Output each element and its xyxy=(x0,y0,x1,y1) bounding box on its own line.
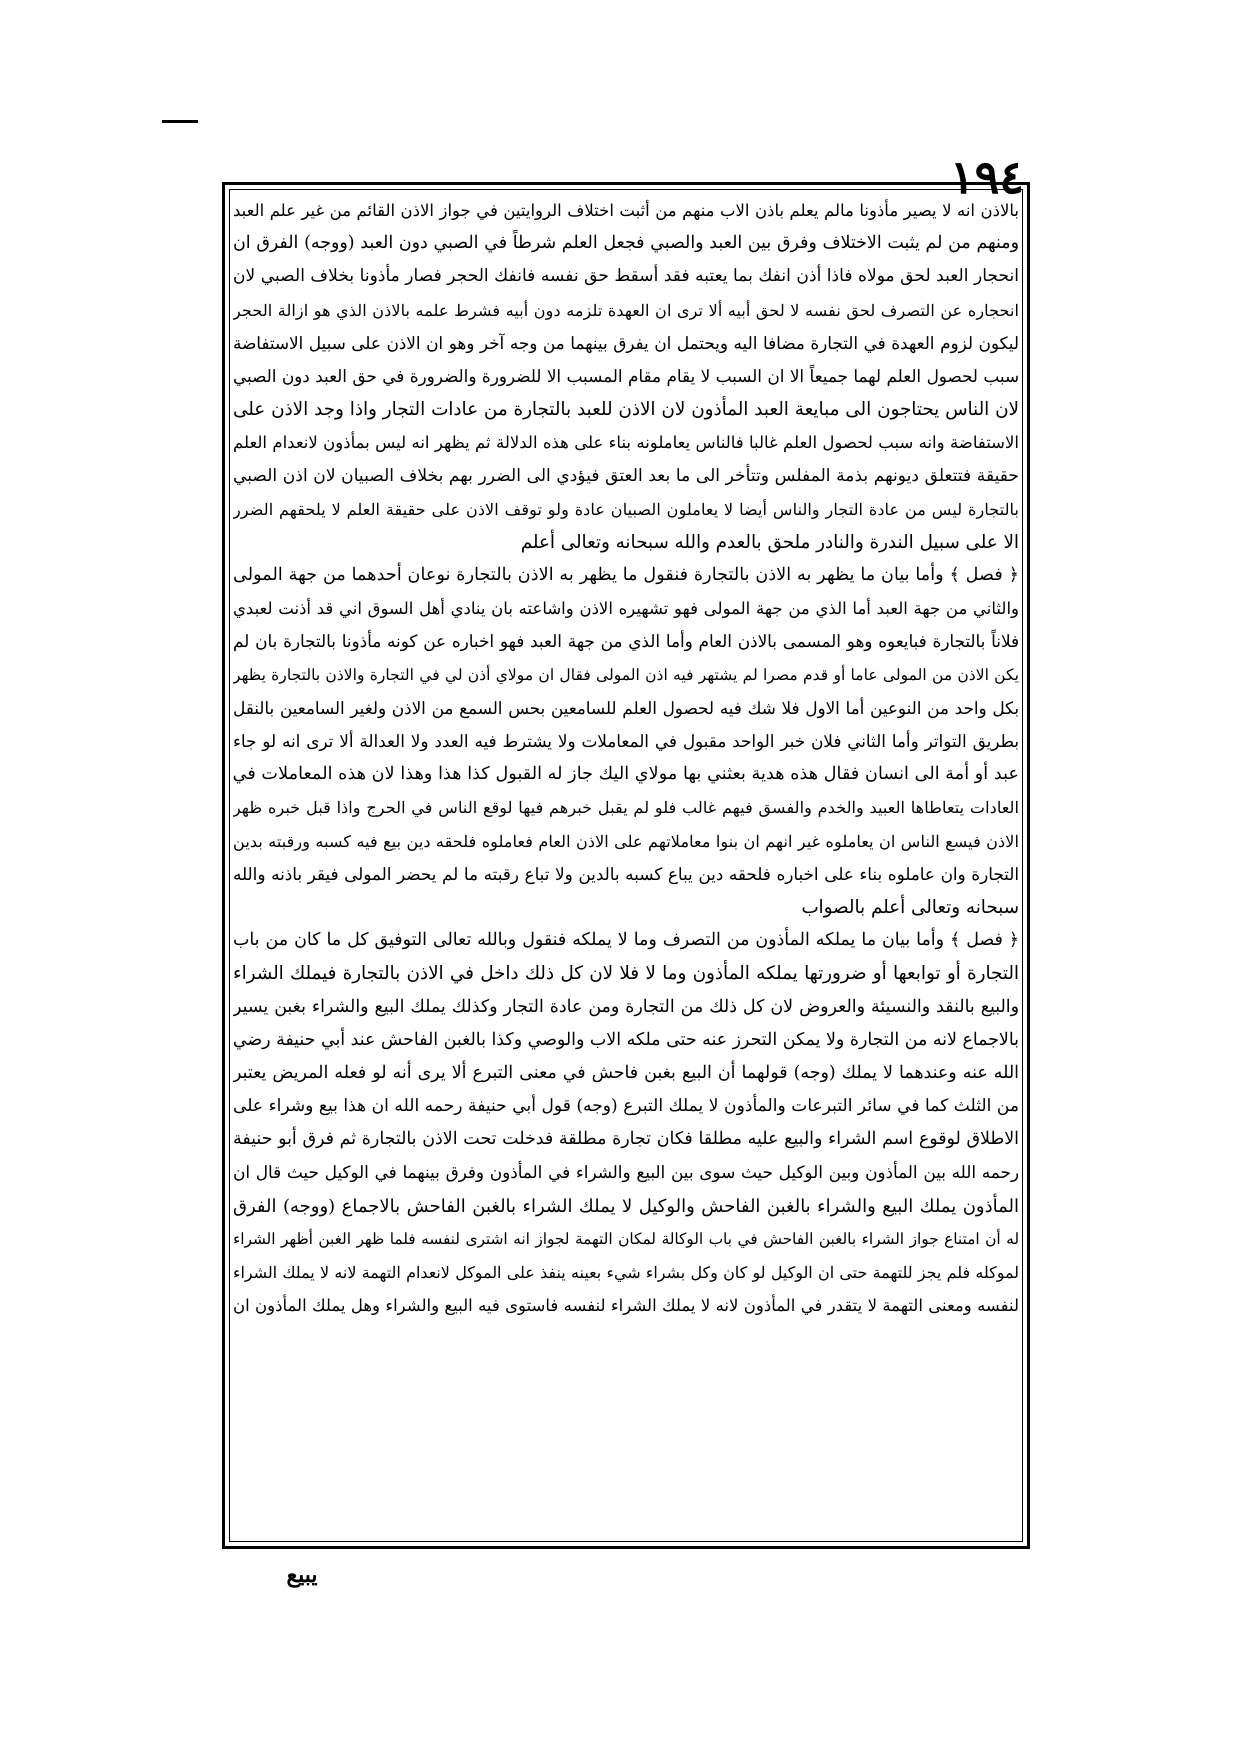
text-line: حقيقة فتتعلق ديونهم بذمة المفلس وتتأخر الى ما بعد العتق فيؤدي الى الضرر بهم بخلاف الصبيان لان اذن الصبي xyxy=(233,465,1019,486)
text-line: له أن امتناع جواز الشراء بالغبن الفاحش في باب الوكالة لمكان التهمة لجواز انه اشترى لنفسه فلما ظهر الغبن أظهر الشراء xyxy=(233,1229,1019,1248)
text-line: التجارة وان عاملوه بناء على اخباره فلحقه دين يباع كسبه بالدين ولا تباع رقبته ما لم يحضر المولى فيقر باذنه والله xyxy=(233,863,1019,884)
margin-mark xyxy=(162,120,198,123)
text-line: بالاجماع لانه من التجارة ولا يمكن التحرز عنه حتى ملكه الاب والوصي وكذا بالغبن الفاحش عند أبي حنيفة رضي xyxy=(233,1029,1019,1050)
text-line: والبيع بالنقد والنسيئة والعروض لان كل ذلك من التجارة ومن عادة التجار وكذلك يملك البيع والشراء بغبن يسير xyxy=(233,996,1019,1017)
text-line: الاطلاق لوقوع اسم الشراء والبيع عليه مطلقا فكان تجارة مطلقة فدخلت تحت الاذن بالتجارة ثم فرق أبو حنيفة xyxy=(233,1129,1019,1150)
text-line: المأذون يملك البيع والشراء بالغبن الفاحش والوكيل لا يملك الشراء بالغبن الفاحش بالاجماع (ووجه) الفرق xyxy=(233,1195,1019,1217)
text-line: عبد أو أمة الى انسان فقال هذه هدية بعثني بها مولاي اليك جاز له القبول كذا هذا وهذا لان هذه المعاملات في xyxy=(233,764,1019,785)
text-line: انحجار العبد لحق مولاه فاذا أذن انفك بما يعتبه فقد أسقط حق نفسه فانفك الحجر فصار مأذونا بخلاف الصبي لان xyxy=(233,266,1019,287)
text-line: بالاذن انه لا يصير مأذونا مالم يعلم باذن الاب منهم من أثبت اختلاف الروايتين في جواز الاذن القائم من غير علم العبد xyxy=(233,201,1019,220)
section-heading-line: ﴿ فصل ﴾ وأما بيان ما يملكه المأذون من التصرف وما لا يملكه فنقول وبالله تعالى التوفيق كل ما كان من باب xyxy=(233,930,1019,951)
text-line: لنفسه ومعنى التهمة لا يتقدر في المأذون لانه لا يملك الشراء لنفسه فاستوى فيه البيع والشراء وهل يملك المأذون ان xyxy=(233,1296,1019,1316)
text-line: الله عنه وعندهما لا يملك (وجه) قولهما أن البيع بغبن فاحش في معنى التبرع ألا يرى أنه لو فعله المريض يعتبر xyxy=(233,1062,1019,1083)
text-line: بطريق التواتر وأما الثاني فلان خبر الواحد مقبول في المعاملات ولا يشترط فيه العدد ولا العدالة ألا ترى انه لو جاء xyxy=(233,731,1019,751)
text-line: العادات يتعاطاها العبيد والخدم والفسق فيهم غالب فلو لم يقبل خبرهم فيها لوقع الناس في الحرج واذا قبل خبره ظهر xyxy=(233,798,1019,818)
text-line: فلاناً بالتجارة فبايعوه وهو المسمى بالاذن العام وأما الذي من جهة العبد فهو اخباره عن كونه مأذونا بالتجارة بان لم xyxy=(233,631,1019,652)
text-line: بالتجارة ليس من عادة التجار والناس أيضا لا يعاملون الصبيان عادة ولو توقف الاذن على حقيقة العلم لا يلحقهم الضرر xyxy=(233,499,1019,519)
section-heading-line: ﴿ فصل ﴾ وأما بيان ما يظهر به الاذن بالتجارة فنقول ما يظهر به الاذن بالتجارة نوعان أحدهما من جهة المولى xyxy=(233,565,1019,586)
text-line: رحمه الله بين المأذون وبين الوكيل حيث سوى بين البيع والشراء في المأذون وفرق بينهما في الوكيل حيث قال ان xyxy=(233,1162,1019,1183)
text-line: الاستفاضة وانه سبب لحصول العلم غالبا فالناس يعاملونه بناء على هذه الدلالة ثم يظهر انه ليس بمأذون لانعدام العلم xyxy=(233,433,1019,453)
text-line: الا على سبيل الندرة والنادر ملحق بالعدم والله سبحانه وتعالى أعلم xyxy=(520,531,1019,553)
text-line: لان الناس يحتاجون الى مبايعة العبد المأذون لان الاذن للعبد بالتجارة من عادات التجار واذا وجد الاذن على xyxy=(233,399,1019,421)
text-line: سبحانه وتعالى أعلم بالصواب xyxy=(801,896,1019,918)
text-line: سبب لحصول العلم لهما جميعاً الا ان السبب لا يقام مقام المسبب الا للضرورة والضرورة في حق العبد دون الصبي xyxy=(233,365,1019,386)
text-line: من الثلث كما في سائر التبرعات والمأذون لا يملك التبرع (وجه) قول أبي حنيفة رحمه الله ان هذا بيع وشراء على xyxy=(233,1096,1019,1117)
catchword: يبيع xyxy=(286,1562,318,1588)
text-line: التجارة أو توابعها أو ضرورتها يملكه المأذون وما لا فلا لان كل ذلك داخل في الاذن بالتجارة فيملك الشراء xyxy=(233,963,1019,985)
text-line: والثاني من جهة العبد أما الذي من جهة المولى فهو تشهيره الاذن واشاعته بان ينادي أهل السوق اني قد أذنت لعبدي xyxy=(233,599,1019,619)
text-line: الاذن فيسع الناس ان يعاملوه غير انهم ان بنوا معاملاتهم على الاذن العام فعاملوه فلحقه دين بيع فيه كسبه ورقبته بدين xyxy=(233,831,1019,851)
text-line: بكل واحد من النوعين أما الاول فلا شك فيه لحصول العلم للسامعين بحس السمع من الاذن ولغير السامعين بالنقل xyxy=(233,697,1019,718)
text-line: انحجاره عن التصرف لحق نفسه لا لحق أبيه ألا ترى ان العهدة تلزمه دون أبيه فشرط علمه بالاذن الذي هو ازالة الحجر xyxy=(233,300,1019,320)
text-line: يكن الاذن من المولى عاما أو قدم مصرا لم يشتهر فيه اذن المولى فقال ان مولاي أذن لي في التجارة والاذن بالتجارة يظهر xyxy=(233,665,1019,684)
page-number: ١٩٤ xyxy=(949,150,1024,204)
body-text xyxy=(233,194,1019,1322)
text-line: ليكون لزوم العهدة في التجارة مضافا اليه ويحتمل ان يفرق بينهما من وجه آخر وهو ان الاذن على سبيل الاستفاضة xyxy=(233,332,1019,353)
text-line: لموكله فلم يجز للتهمة حتى ان الوكيل لو كان وكل بشراء شيء بعينه ينفذ على الموكل لانعدام التهمة لانه لا يملك الشراء xyxy=(233,1263,1019,1282)
text-line: ومنهم من لم يثبت الاختلاف وفرق بين العبد والصبي فجعل العلم شرطاً في الصبي دون العبد (ووجه) الفرق ان xyxy=(233,233,1019,254)
